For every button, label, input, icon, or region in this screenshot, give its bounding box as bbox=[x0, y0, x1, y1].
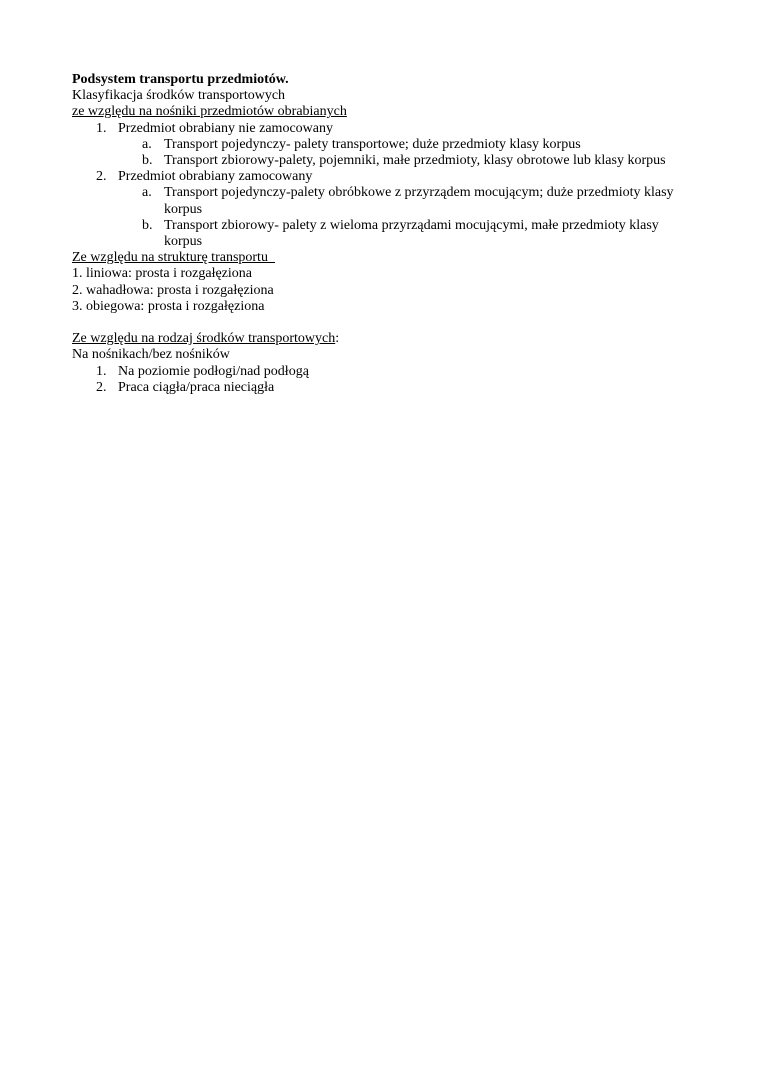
sub-list-item bbox=[72, 153, 692, 169]
section1-heading: ze względu na nośniki przedmiotów obrabianych bbox=[72, 104, 347, 120]
section3-subheading: Na nośnikach/bez nośników bbox=[72, 347, 230, 363]
list-item bbox=[72, 364, 692, 380]
document-title: Podsystem transportu przedmiotów. bbox=[72, 72, 289, 87]
section2-heading: Ze względu na strukturę transportu bbox=[72, 250, 275, 266]
list-item bbox=[72, 169, 692, 185]
section2-line: 3. obiegowa: prosta i rozgałęziona bbox=[72, 298, 265, 314]
list-item bbox=[72, 380, 692, 396]
sub-list-item bbox=[72, 185, 692, 217]
list-number: 2. bbox=[96, 379, 107, 395]
document-page bbox=[72, 72, 692, 396]
list-number: 1. bbox=[96, 120, 107, 136]
sub-list-letter: a. bbox=[142, 185, 152, 201]
sub-list-text: Transport pojedynczy-palety obróbkowe z przyrządem mocującym; duże przedmioty klasy korpus bbox=[164, 185, 674, 217]
section3-heading-suffix: : bbox=[335, 331, 340, 347]
sub-list-item bbox=[72, 218, 692, 250]
list-text: Praca ciągła/praca nieciągła bbox=[118, 379, 275, 395]
list-number: 2. bbox=[96, 169, 107, 185]
sub-list-text: Transport zbiorowy- palety z wieloma przyrządami mocującymi, małe przedmioty klasy korpus bbox=[164, 217, 659, 250]
sub-list-text: Transport pojedynczy- palety transportowe; duże przedmioty klasy korpus bbox=[164, 136, 581, 152]
list-text: Przedmiot obrabiany zamocowany bbox=[118, 169, 313, 185]
section3-heading-line bbox=[72, 331, 692, 347]
section2-line: 1. liniowa: prosta i rozgałęziona bbox=[72, 266, 252, 282]
document-subtitle: Klasyfikacja środków transportowych bbox=[72, 88, 286, 104]
blank-line bbox=[72, 315, 692, 331]
list-text: Na poziomie podłogi/nad podłogą bbox=[118, 363, 309, 379]
section2-line: 2. wahadłowa: prosta i rozgałęziona bbox=[72, 282, 274, 298]
sub-list-letter: b. bbox=[142, 217, 153, 233]
sub-list-letter: b. bbox=[142, 153, 153, 169]
sub-list-text: Transport zbiorowy-palety, pojemniki, małe przedmioty, klasy obrotowe lub klasy korpus bbox=[164, 153, 666, 169]
section3-heading: Ze względu na rodzaj środków transportowych bbox=[72, 331, 336, 347]
list-item bbox=[72, 121, 692, 137]
sub-list-item bbox=[72, 137, 692, 153]
list-text: Przedmiot obrabiany nie zamocowany bbox=[118, 120, 333, 136]
sub-list-letter: a. bbox=[142, 136, 152, 152]
list-number: 1. bbox=[96, 363, 107, 379]
